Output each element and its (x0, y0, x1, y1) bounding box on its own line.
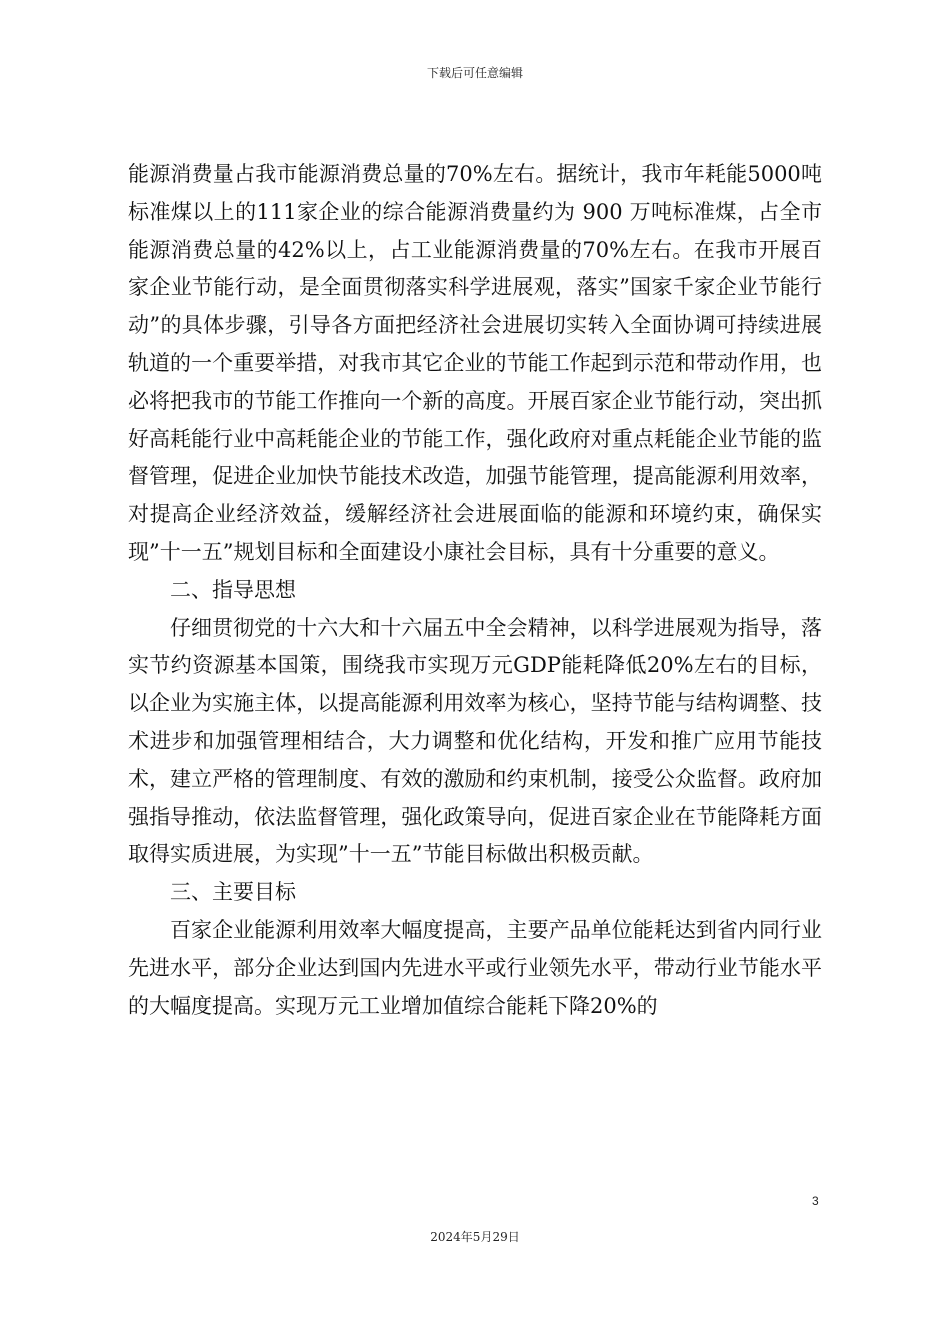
page-number: 3 (812, 1194, 819, 1208)
page-header: 下载后可任意编辑 (426, 66, 523, 80)
document-body (128, 156, 822, 1025)
section-heading-main-goals: 三、主要目标 (170, 880, 296, 905)
page-footer-date: 2024年5月29日 (430, 1230, 520, 1244)
paragraph-continuation: 能源消费量占我市能源消费总量的70%左右。据统计，我市年耗能5000吨标准煤以上的111家企业的综合能源消费量约为 900 万吨标准煤，占全市能源消费总量的42%以上，占工业能源消费量的70%左右。在我市开展百家企业节能行动，是全面贯彻落实科学进展观，落实”国家千家企业节能行动”的具体步骤，引导各方面把经济社会进展切实转入全面协调可持续进展轨道的一个重要举措，对我市其它企业的节能工作起到示范和带动作用，也必将把我市的节能工作推向一个新的高度。开展百家企业节能行动，突出抓好高耗能行业中高耗能企业的节能工作，强化政府对重点耗能企业节能的监督管理，促进企业加快节能技术改造，加强节能管理，提高能源利用效率，对提高企业经济效益，缓解经济社会进展面临的能源和环境约束，确保实现”十一五”规划目标和全面建设小康社会目标，具有十分重要的意义。 (128, 162, 822, 564)
paragraph-guiding-ideology: 仔细贯彻党的十六大和十六届五中全会精神，以科学进展观为指导，落实节约资源基本国策，围绕我市实现万元GDP能耗降低20%左右的目标，以企业为实施主体，以提高能源利用效率为核心，坚持节能与结构调整、技术进步和加强管理相结合，大力调整和优化结构，开发和推广应用节能技术，建立严格的管理制度、有效的激励和约束机制，接受公众监督。政府加强指导推动，依法监督管理，强化政策导向，促进百家企业在节能降耗方面取得实质进展，为实现”十一五”节能目标做出积极贡献。 (128, 615, 822, 867)
section-heading-guiding-ideology: 二、指导思想 (170, 577, 296, 602)
paragraph-main-goals: 百家企业能源利用效率大幅度提高，主要产品单位能耗达到省内同行业先进水平，部分企业达到国内先进水平或行业领先水平，带动行业节能水平的大幅度提高。实现万元工业增加值综合能耗下降20%的 (128, 917, 822, 1018)
